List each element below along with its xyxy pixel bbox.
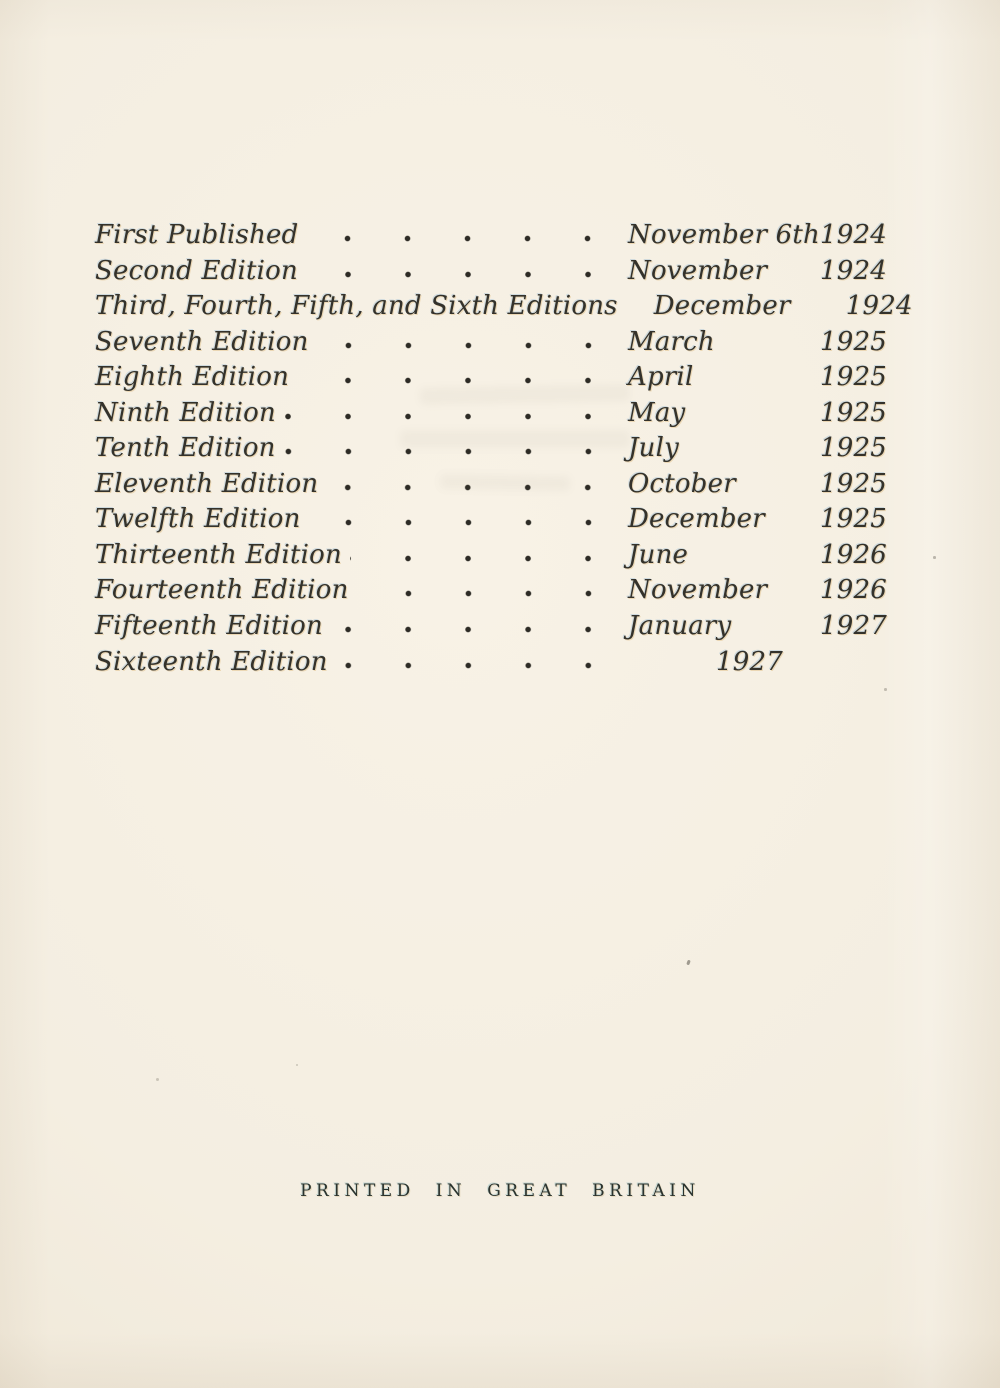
dust-speck bbox=[156, 1078, 159, 1081]
printer-imprint: PRINTED IN GREAT BRITAIN bbox=[300, 1181, 700, 1201]
leader-dots bbox=[306, 270, 600, 279]
edition-label: Tenth Edition bbox=[95, 433, 276, 464]
edition-year: 1925 bbox=[820, 468, 887, 499]
edition-row bbox=[95, 469, 890, 505]
leader-dots bbox=[297, 376, 600, 385]
edition-row bbox=[95, 611, 890, 647]
leader-dots bbox=[309, 518, 600, 527]
edition-year: 1924 bbox=[820, 255, 887, 286]
edition-month: October bbox=[628, 468, 736, 499]
edition-year: 1924 bbox=[820, 220, 887, 250]
edition-row bbox=[95, 433, 890, 469]
leader-dots bbox=[284, 447, 600, 456]
edition-month: March bbox=[628, 326, 715, 357]
edition-label: Twelfth Edition bbox=[95, 504, 301, 535]
edition-month: November bbox=[628, 575, 768, 606]
edition-month: July bbox=[628, 433, 679, 464]
edition-year: 1925 bbox=[820, 326, 887, 357]
edition-label: Fourteenth Edition bbox=[95, 575, 349, 606]
edition-month: November bbox=[628, 255, 768, 286]
edition-label: Eleventh Edition bbox=[95, 468, 319, 499]
leader-dots bbox=[326, 483, 600, 492]
edition-label: Third, Fourth, Fifth, and Sixth Editions bbox=[95, 291, 618, 322]
edition-label: Ninth Edition bbox=[95, 397, 276, 428]
edition-row bbox=[95, 362, 890, 398]
edition-label: Sixteenth Edition bbox=[95, 646, 328, 677]
edition-year: 1925 bbox=[820, 433, 887, 464]
edition-month: June bbox=[628, 539, 689, 570]
leader-dots bbox=[331, 625, 600, 634]
edition-row bbox=[95, 398, 890, 434]
edition-month: December bbox=[628, 504, 765, 535]
leader-dots bbox=[336, 661, 600, 670]
dust-speck bbox=[933, 556, 936, 559]
edition-year: 1926 bbox=[820, 575, 887, 606]
edition-label: First Published bbox=[95, 220, 299, 250]
edition-row bbox=[95, 540, 890, 576]
leader-dots bbox=[350, 554, 600, 563]
edition-month: January bbox=[628, 611, 732, 642]
edition-year: 1925 bbox=[820, 397, 887, 428]
edition-year: 1926 bbox=[820, 539, 887, 570]
editions-table bbox=[95, 220, 913, 682]
edition-month: November 6th bbox=[628, 220, 820, 250]
edition-row bbox=[95, 647, 890, 683]
edition-month: May bbox=[628, 397, 686, 428]
edition-year: 1925 bbox=[820, 504, 887, 535]
edition-year: 1925 bbox=[820, 362, 887, 393]
edition-label: Second Edition bbox=[95, 255, 298, 286]
leader-dots bbox=[357, 589, 600, 598]
leader-dots bbox=[284, 412, 600, 421]
edition-year: 1927 bbox=[820, 611, 887, 642]
edition-row bbox=[95, 256, 890, 292]
edition-label: Fifteenth Edition bbox=[95, 611, 323, 642]
edition-label: Seventh Edition bbox=[95, 326, 309, 357]
edition-row bbox=[95, 291, 913, 327]
edition-row bbox=[95, 220, 890, 256]
edition-row bbox=[95, 327, 890, 363]
dust-speck bbox=[296, 1064, 298, 1066]
leader-dots bbox=[306, 234, 600, 243]
edition-row bbox=[95, 504, 890, 540]
edition-month: December bbox=[653, 291, 791, 322]
edition-label: Eighth Edition bbox=[95, 362, 290, 393]
leader-dots bbox=[317, 341, 600, 350]
dust-speck bbox=[884, 688, 887, 691]
edition-label: Thirteenth Edition bbox=[95, 539, 342, 570]
edition-month: April bbox=[628, 362, 694, 393]
dust-speck bbox=[686, 960, 691, 966]
edition-year: 1924 bbox=[845, 291, 913, 322]
edition-month: 1927 bbox=[716, 646, 783, 677]
edition-row bbox=[95, 575, 890, 611]
